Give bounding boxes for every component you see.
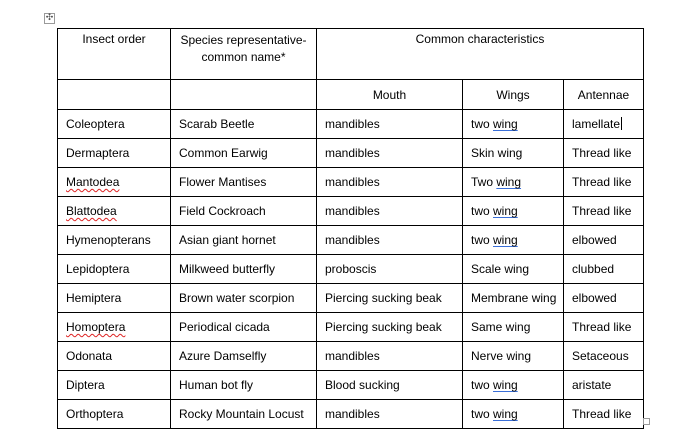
cell-species[interactable] [171, 139, 317, 168]
table-row [58, 313, 644, 342]
cell-insect-order-text: Dermaptera [66, 146, 130, 160]
cell-insect-order-text: Diptera [66, 378, 105, 392]
header-species: Species representative-common name* [171, 29, 317, 80]
cell-mouth[interactable] [317, 139, 463, 168]
cell-antennae-text: Thread like [572, 146, 632, 160]
cell-mouth-text: mandibles [325, 204, 380, 218]
cell-species-text: Scarab Beetle [179, 117, 255, 131]
cell-insect-order-text: Mantodea [66, 175, 120, 189]
table-row [58, 255, 644, 284]
cell-antennae[interactable] [564, 168, 644, 197]
cell-mouth-text: mandibles [325, 146, 380, 160]
cell-insect-order[interactable] [58, 168, 171, 197]
cell-species[interactable] [171, 226, 317, 255]
cell-antennae-text: elbowed [572, 291, 617, 305]
header-insect-order: Insect order [58, 29, 171, 80]
cell-species[interactable] [171, 313, 317, 342]
cell-insect-order[interactable] [58, 226, 171, 255]
cell-species-text: Asian giant hornet [179, 233, 276, 247]
cell-species-text: Field Cockroach [179, 204, 266, 218]
table-row [58, 400, 644, 429]
cell-species-text: Milkweed butterfly [179, 262, 276, 276]
cell-species-text: Azure Damselfly [179, 349, 267, 363]
cell-mouth[interactable] [317, 284, 463, 313]
cell-insect-order-text: Lepidoptera [66, 262, 130, 276]
cell-wings-text: two wing [471, 407, 518, 421]
cell-wings[interactable] [463, 313, 564, 342]
cell-insect-order-text: Coleoptera [66, 117, 125, 131]
text-cursor [621, 117, 622, 130]
cell-wings-text: Scale wing [471, 262, 530, 276]
cell-species[interactable] [171, 284, 317, 313]
cell-wings[interactable] [463, 197, 564, 226]
table-row [58, 168, 644, 197]
cell-antennae-text: Setaceous [572, 349, 629, 363]
cell-wings-text: two wing [471, 204, 518, 218]
cell-antennae-text: Thread like [572, 204, 632, 218]
cell-wings[interactable] [463, 342, 564, 371]
cell-antennae-text: elbowed [572, 233, 617, 247]
cell-species[interactable] [171, 110, 317, 139]
insect-table [57, 28, 644, 429]
cell-mouth[interactable] [317, 342, 463, 371]
cell-antennae[interactable] [564, 226, 644, 255]
table-row [58, 197, 644, 226]
table-row [58, 139, 644, 168]
cell-wings[interactable] [463, 371, 564, 400]
table-row [58, 226, 644, 255]
cell-wings-text: Two wing [471, 175, 522, 189]
cell-wings[interactable] [463, 226, 564, 255]
cell-antennae[interactable] [564, 139, 644, 168]
cell-mouth-text: mandibles [325, 175, 380, 189]
cell-insect-order-text: Odonata [66, 349, 113, 363]
cell-wings-text: two wing [471, 117, 518, 131]
cell-antennae[interactable] [564, 313, 644, 342]
cell-antennae[interactable] [564, 400, 644, 429]
header-common-characteristics: Common characteristics [317, 29, 644, 80]
cell-insect-order[interactable] [58, 371, 171, 400]
cell-species[interactable] [171, 371, 317, 400]
cell-wings-text: Membrane wing [471, 291, 557, 305]
cell-species-text: Human bot fly [179, 378, 254, 392]
table-move-handle[interactable]: ✣ [45, 13, 54, 23]
cell-species[interactable] [171, 400, 317, 429]
cell-wings-text: Nerve wing [471, 349, 532, 363]
cell-wings[interactable] [463, 168, 564, 197]
header-row [58, 29, 644, 80]
header-antennae: Antennae [564, 80, 644, 110]
cell-mouth-text: Blood sucking [325, 378, 400, 392]
cell-mouth[interactable] [317, 168, 463, 197]
cell-mouth-text: Piercing sucking beak [325, 320, 442, 334]
header-mouth: Mouth [317, 80, 463, 110]
cell-species-text: Common Earwig [179, 146, 268, 160]
cell-mouth[interactable] [317, 313, 463, 342]
cell-wings-text: Same wing [471, 320, 531, 334]
cell-species-text: Rocky Mountain Locust [179, 407, 304, 421]
cell-mouth-text: mandibles [325, 233, 380, 247]
cell-antennae[interactable] [564, 284, 644, 313]
cell-insect-order[interactable] [58, 284, 171, 313]
cell-species-text: Flower Mantises [179, 175, 267, 189]
cell-insect-order[interactable] [58, 139, 171, 168]
cell-wings[interactable] [463, 255, 564, 284]
cell-insect-order-text: Orthoptera [66, 407, 124, 421]
cell-insect-order[interactable] [58, 197, 171, 226]
cell-antennae-text: Thread like [572, 407, 632, 421]
cell-mouth[interactable] [317, 197, 463, 226]
cell-insect-order[interactable] [58, 342, 171, 371]
cell-wings[interactable] [463, 400, 564, 429]
cell-insect-order[interactable] [58, 400, 171, 429]
cell-mouth-text: Piercing sucking beak [325, 291, 442, 305]
cell-species[interactable] [171, 197, 317, 226]
table-resize-handle[interactable] [643, 418, 650, 425]
header-wings: Wings [463, 80, 564, 110]
cell-antennae[interactable] [564, 110, 644, 139]
cell-wings[interactable] [463, 110, 564, 139]
cell-mouth[interactable] [317, 226, 463, 255]
subheader-row [58, 80, 644, 110]
cell-mouth-text: mandibles [325, 349, 380, 363]
cell-antennae-text: lamellate [572, 117, 621, 131]
cell-antennae-text: aristate [572, 378, 612, 392]
table-row [58, 371, 644, 400]
cell-mouth[interactable] [317, 255, 463, 284]
cell-species-text: Periodical cicada [179, 320, 270, 334]
cell-antennae-text: Thread like [572, 175, 632, 189]
cell-antennae[interactable] [564, 371, 644, 400]
cell-antennae-text: Thread like [572, 320, 632, 334]
subheader-empty-order [58, 80, 171, 110]
cell-species[interactable] [171, 342, 317, 371]
cell-insect-order-text: Homoptera [66, 320, 126, 334]
cell-wings-text: Skin wing [471, 146, 523, 160]
cell-insect-order-text: Hemiptera [66, 291, 122, 305]
cell-species[interactable] [171, 168, 317, 197]
cell-antennae-text: clubbed [572, 262, 615, 276]
cell-species-text: Brown water scorpion [179, 291, 295, 305]
cell-insect-order-text: Blattodea [66, 204, 117, 218]
cell-mouth-text: mandibles [325, 407, 380, 421]
cell-mouth[interactable] [317, 371, 463, 400]
subheader-empty-species [171, 80, 317, 110]
cell-mouth-text: proboscis [325, 262, 377, 276]
cell-antennae[interactable] [564, 255, 644, 284]
cell-antennae[interactable] [564, 197, 644, 226]
table-row [58, 110, 644, 139]
cell-wings[interactable] [463, 284, 564, 313]
cell-insect-order[interactable] [58, 313, 171, 342]
table-row [58, 342, 644, 371]
cell-wings[interactable] [463, 139, 564, 168]
cell-wings-text: two wing [471, 378, 518, 392]
cell-insect-order[interactable] [58, 255, 171, 284]
cell-species[interactable] [171, 255, 317, 284]
cell-insect-order-text: Hymenopterans [66, 233, 151, 247]
table-row [58, 284, 644, 313]
cell-mouth[interactable] [317, 110, 463, 139]
cell-antennae[interactable] [564, 342, 644, 371]
cell-wings-text: two wing [471, 233, 518, 247]
cell-mouth-text: mandibles [325, 117, 380, 131]
cell-insect-order[interactable] [58, 110, 171, 139]
cell-mouth[interactable] [317, 400, 463, 429]
